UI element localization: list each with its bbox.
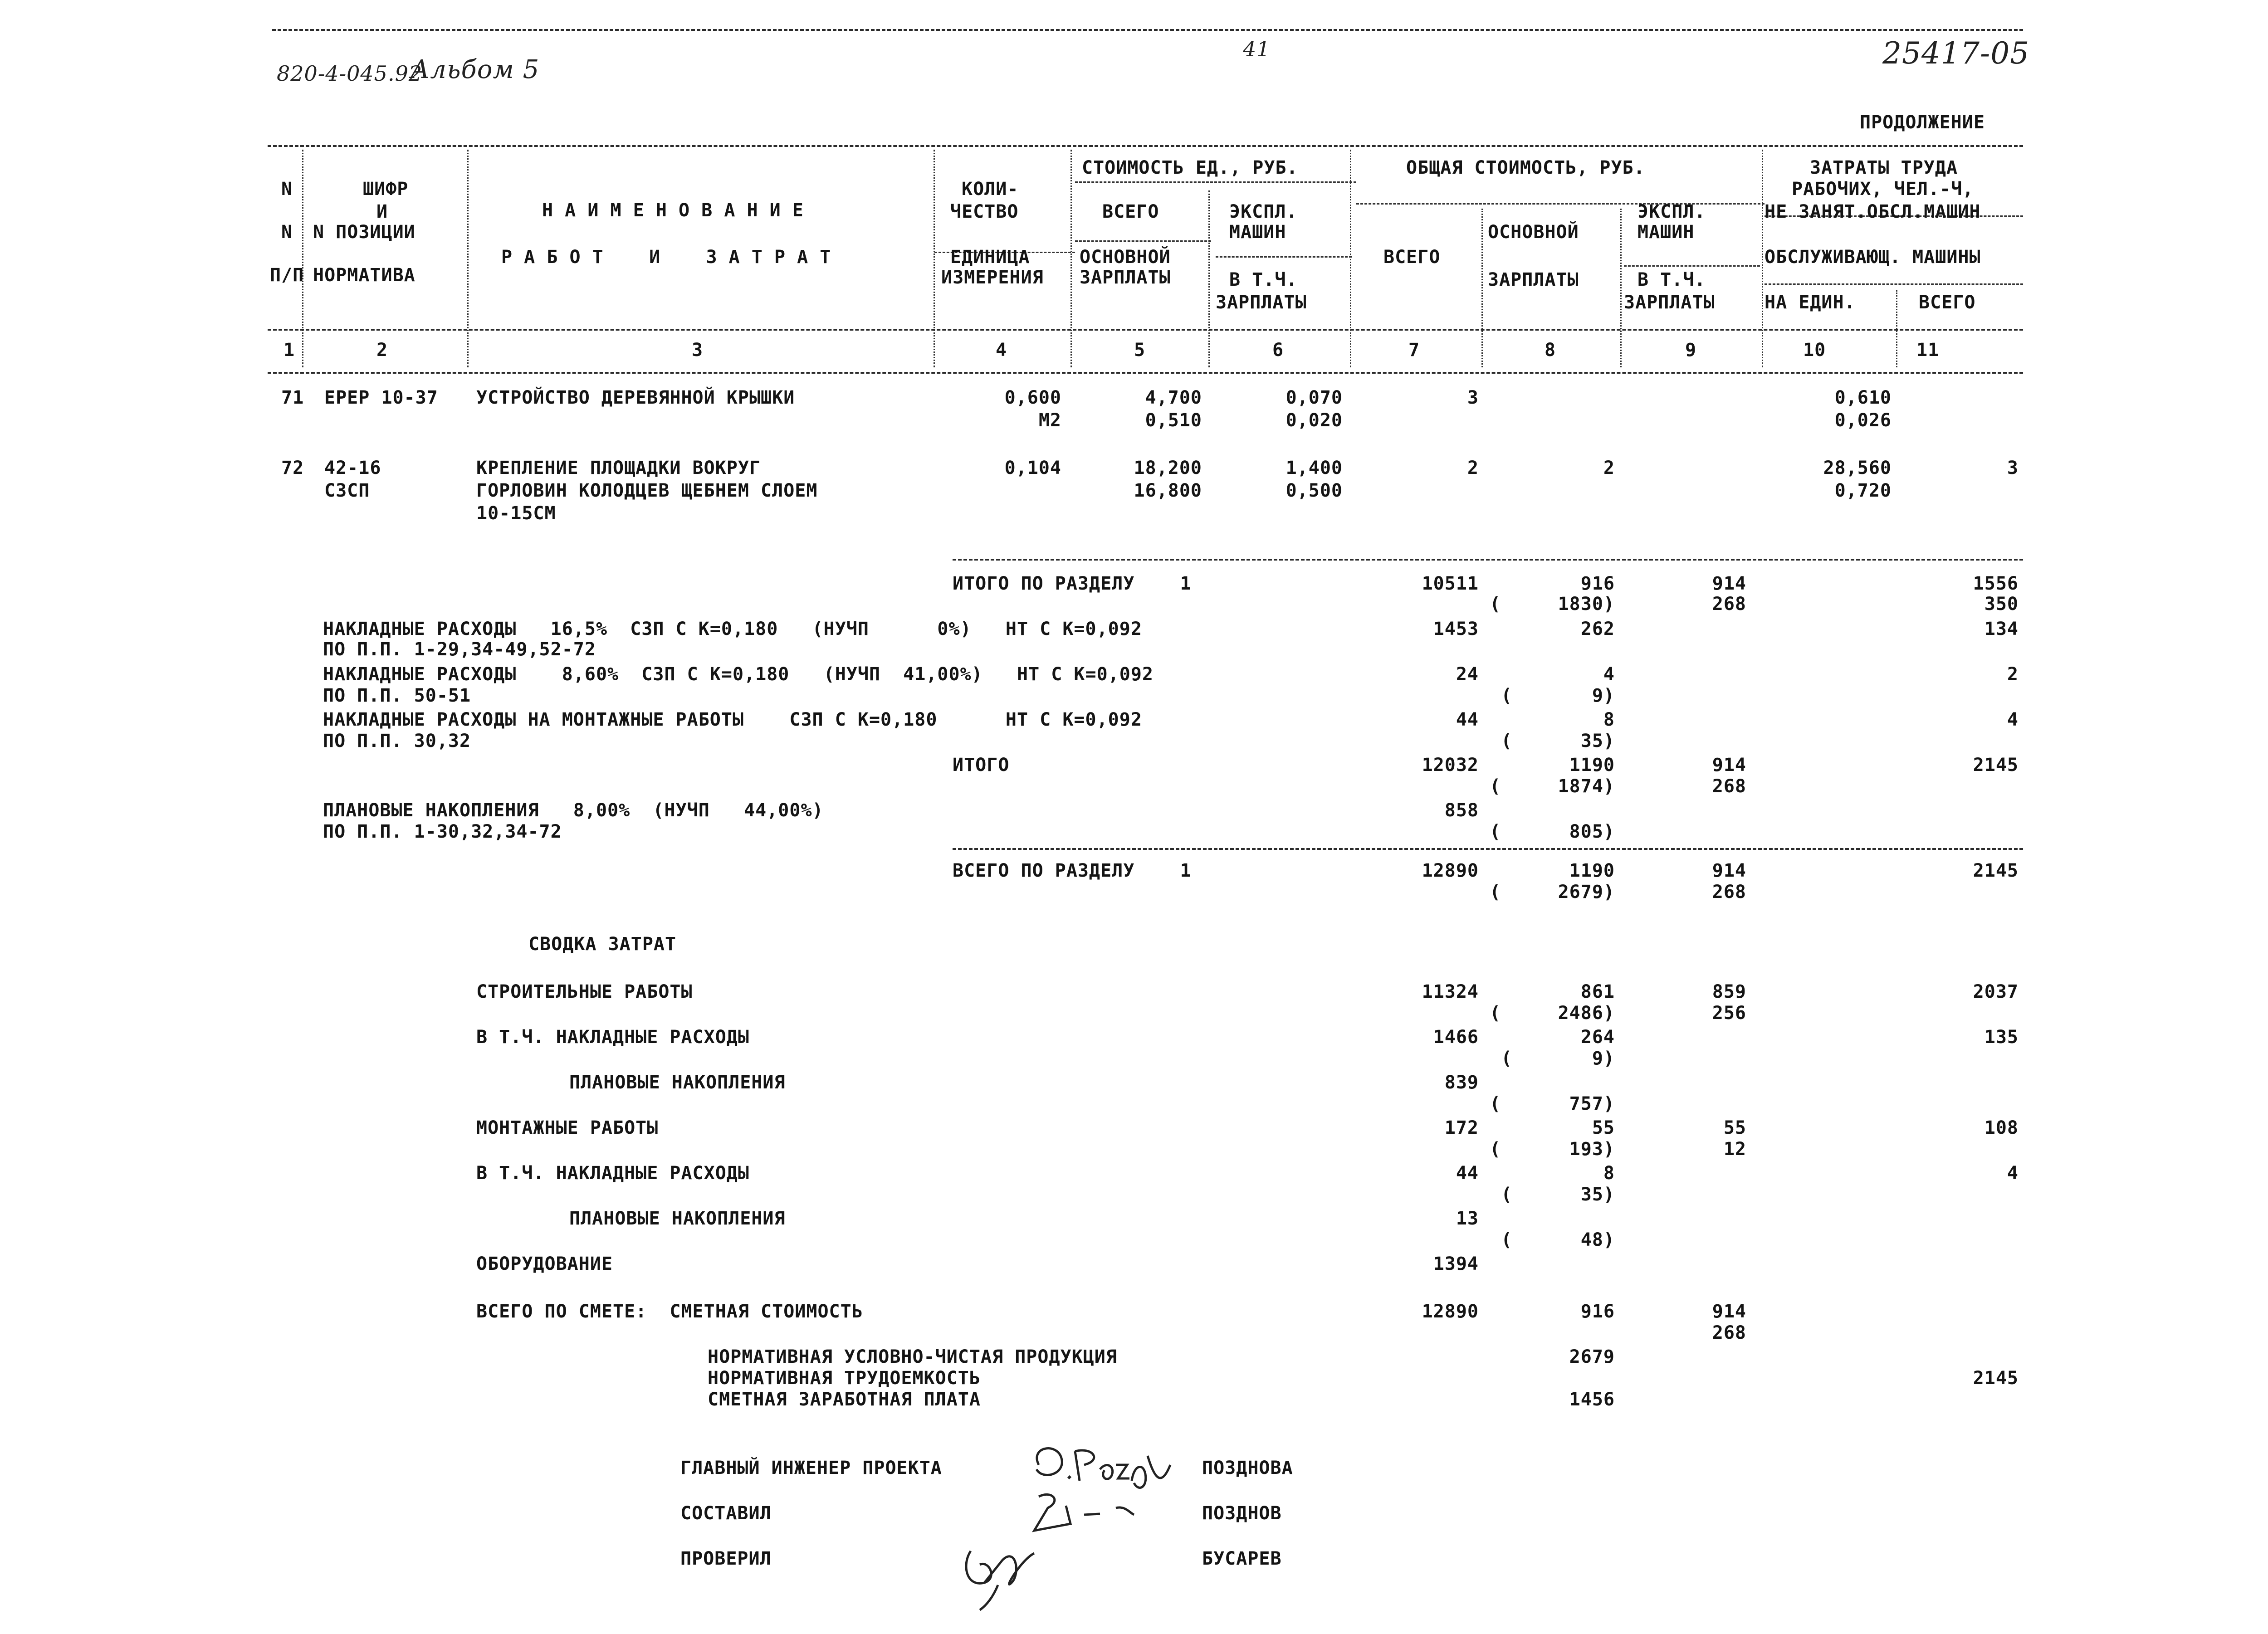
overhead-c8b: ( 35) bbox=[1501, 731, 1615, 751]
unit-cost-rule bbox=[1075, 181, 1356, 183]
total-c9b: 268 bbox=[1712, 594, 1746, 615]
col-divider bbox=[467, 150, 469, 367]
signature-handwritten-3 bbox=[943, 1533, 1061, 1614]
col-divider bbox=[302, 150, 303, 367]
grand-c7: 12890 bbox=[1422, 860, 1479, 881]
overhead-line: НАКЛАДНЫЕ РАСХОДЫ 8,60% СЗП С К=0,180 (НУЧП 41,00%) НТ С К=0,092 bbox=[323, 664, 1154, 685]
overhead-c7: 24 bbox=[1456, 664, 1479, 685]
overhead-c11: 4 bbox=[2007, 709, 2019, 730]
summary-c9b: 256 bbox=[1712, 1003, 1746, 1024]
summary-title: СВОДКА ЗАТРАТ bbox=[528, 934, 677, 955]
summary-label: ОБОРУДОВАНИЕ bbox=[476, 1254, 613, 1274]
summary-label: ВСЕГО ПО СМЕТЕ: СМЕТНАЯ СТОИМОСТЬ bbox=[476, 1301, 863, 1322]
overhead-c8b: ( 9) bbox=[1501, 685, 1615, 706]
row-c10a: 0,610 bbox=[1834, 387, 1892, 408]
row-c10b: 0,026 bbox=[1834, 410, 1892, 431]
continuation-label: ПРОДОЛЖЕНИЕ bbox=[1860, 112, 1985, 133]
total-c7: 10511 bbox=[1422, 573, 1479, 594]
summary-c7: 172 bbox=[1444, 1117, 1479, 1138]
c5-h1: ВСЕГО bbox=[1102, 201, 1159, 222]
total-c11a: 1556 bbox=[1973, 573, 2019, 594]
row-c7: 2 bbox=[1467, 458, 1479, 478]
row-c8: 2 bbox=[1603, 458, 1615, 478]
row-name: ГОРЛОВИН КОЛОДЦЕВ ЩЕБНЕМ СЛОЕМ bbox=[476, 480, 818, 501]
row-c5a: 18,200 bbox=[1134, 458, 1202, 478]
summary-c11: 2037 bbox=[1973, 981, 2019, 1002]
header-top-rule bbox=[268, 145, 2023, 147]
album-label: Альбом 5 bbox=[411, 55, 540, 84]
summary-c7: 12890 bbox=[1422, 1301, 1479, 1322]
c6-h1: ЭКСПЛ. bbox=[1229, 201, 1298, 222]
summary-c8: ( 757) bbox=[1490, 1093, 1615, 1114]
c6-h2: МАШИН bbox=[1229, 222, 1286, 243]
row-c6a: 0,070 bbox=[1286, 387, 1343, 408]
overhead-line: НАКЛАДНЫЕ РАСХОДЫ НА МОНТАЖНЫЕ РАБОТЫ СЗП С К=0,180 НТ С К=0,092 bbox=[323, 709, 1142, 730]
summary-label: В Т.Ч. НАКЛАДНЫЕ РАСХОДЫ bbox=[476, 1027, 749, 1048]
c6-h4: ЗАРПЛАТЫ bbox=[1216, 292, 1307, 313]
doc-code: 820-4-045.92 bbox=[277, 61, 423, 86]
total-c11b: 350 bbox=[1984, 594, 2019, 615]
itogo-label: ИТОГО bbox=[953, 755, 1010, 776]
c6-sub-rule bbox=[1216, 256, 1352, 258]
row-c6a: 1,400 bbox=[1286, 458, 1343, 478]
summary-c8a: 264 bbox=[1580, 1027, 1615, 1048]
summary-c9b: 12 bbox=[1723, 1139, 1746, 1160]
row-qty: 0,104 bbox=[1004, 458, 1061, 478]
c2-h4: НОРМАТИВА bbox=[313, 265, 415, 286]
section-total-label: ИТОГО ПО РАЗДЕЛУ 1 bbox=[953, 573, 1192, 594]
itogo-c9a: 914 bbox=[1712, 755, 1746, 776]
overhead-c7: 1453 bbox=[1433, 619, 1479, 639]
summary-c8b: ( 2486) bbox=[1490, 1003, 1615, 1024]
row-c6b: 0,500 bbox=[1286, 480, 1343, 501]
c1-h1: N bbox=[281, 179, 293, 200]
summary-label: СТРОИТЕЛЬНЫЕ РАБОТЫ bbox=[476, 981, 693, 1002]
summary-value: 2145 bbox=[1973, 1368, 2019, 1389]
overhead-line: ПО П.П. 30,32 bbox=[323, 731, 471, 751]
c9-sub-rule bbox=[1624, 265, 1760, 267]
labor-sub-rule bbox=[1765, 283, 2023, 285]
c11-h: ВСЕГО bbox=[1919, 292, 1976, 313]
itogo-c11: 2145 bbox=[1973, 755, 2019, 776]
summary-c9a: 914 bbox=[1712, 1301, 1746, 1322]
col-number: 8 bbox=[1545, 340, 1556, 361]
col-number: 9 bbox=[1685, 340, 1697, 361]
c4-h2: ЧЕСТВО bbox=[950, 201, 1019, 222]
row-code: СЗСП bbox=[324, 480, 370, 501]
row-unit: М2 bbox=[1038, 410, 1061, 431]
total-c9a: 914 bbox=[1712, 573, 1746, 594]
col-number: 7 bbox=[1408, 340, 1420, 361]
planned-c7: 858 bbox=[1444, 800, 1479, 821]
signature-name: БУСАРЕВ bbox=[1202, 1548, 1282, 1569]
col-divider bbox=[1620, 209, 1622, 367]
summary-label: МОНТАЖНЫЕ РАБОТЫ bbox=[476, 1117, 659, 1138]
c1-h3: П/П bbox=[270, 265, 304, 286]
summary-c9a: 859 bbox=[1712, 981, 1746, 1002]
c2-h3: N ПОЗИЦИИ bbox=[313, 222, 415, 243]
row-name: КРЕПЛЕНИЕ ПЛОЩАДКИ ВОКРУГ bbox=[476, 458, 761, 478]
section-grand-label: ВСЕГО ПО РАЗДЕЛУ 1 bbox=[953, 860, 1192, 881]
header-mid-rule bbox=[268, 329, 2023, 331]
row-num: 72 bbox=[281, 458, 304, 478]
signature-handwritten-2 bbox=[1021, 1488, 1139, 1537]
c9-h1: ЭКСПЛ. bbox=[1637, 201, 1706, 222]
col-divider bbox=[1896, 290, 1897, 367]
signature-role: СОСТАВИЛ bbox=[680, 1503, 772, 1524]
col-number: 1 bbox=[284, 340, 295, 361]
section-total-rule bbox=[953, 559, 2023, 561]
signature-name: ПОЗДНОВ bbox=[1202, 1503, 1282, 1524]
c10-h: НА ЕДИН. bbox=[1765, 292, 1856, 313]
summary-c7: 1466 bbox=[1433, 1027, 1479, 1048]
overhead-line: ПО П.П. 50-51 bbox=[323, 685, 471, 706]
summary-c8a: 861 bbox=[1580, 981, 1615, 1002]
grand-c11: 2145 bbox=[1973, 860, 2019, 881]
overhead-c7: 44 bbox=[1456, 709, 1479, 730]
summary-value: 2679 bbox=[1569, 1346, 1615, 1367]
itogo-c8b: ( 1874) bbox=[1490, 776, 1615, 797]
summary-c9a: 55 bbox=[1723, 1117, 1746, 1138]
col-divider bbox=[1208, 190, 1210, 367]
summary-label: ПЛАНОВЫЕ НАКОПЛЕНИЯ bbox=[569, 1208, 786, 1229]
grand-c8b: ( 2679) bbox=[1490, 882, 1615, 902]
col-divider bbox=[1350, 150, 1351, 367]
c5-h2: ОСНОВНОЙ bbox=[1080, 247, 1171, 268]
c4-h4: ИЗМЕРЕНИЯ bbox=[941, 267, 1044, 288]
c9-h4: ЗАРПЛАТЫ bbox=[1624, 292, 1715, 313]
c2-h2: И bbox=[376, 201, 388, 222]
overhead-line: ПО П.П. 1-29,34-49,52-72 bbox=[323, 639, 596, 660]
itogo-c7: 12032 bbox=[1422, 755, 1479, 776]
summary-c7: 1394 bbox=[1433, 1254, 1479, 1274]
col-number: 11 bbox=[1916, 340, 1940, 361]
row-qty: 0,600 bbox=[1004, 387, 1061, 408]
summary-c11: 4 bbox=[2007, 1163, 2019, 1184]
overhead-line: НАКЛАДНЫЕ РАСХОДЫ 16,5% СЗП С К=0,180 (НУЧП 0%) НТ С К=0,092 bbox=[323, 619, 1142, 639]
signature-role: ГЛАВНЫЙ ИНЖЕНЕР ПРОЕКТА bbox=[680, 1458, 942, 1478]
row-name: 10-15СМ bbox=[476, 503, 556, 524]
col-divider bbox=[1481, 209, 1483, 367]
grand-c9b: 268 bbox=[1712, 882, 1746, 902]
summary-c11: 108 bbox=[1984, 1117, 2019, 1138]
col-divider bbox=[1070, 150, 1072, 367]
row-name: УСТРОЙСТВО ДЕРЕВЯННОЙ КРЫШКИ bbox=[476, 387, 795, 408]
row-code: 42-16 bbox=[324, 458, 381, 478]
summary-label: НОРМАТИВНАЯ ТРУДОЕМКОСТЬ bbox=[708, 1368, 981, 1389]
c5-h3: ЗАРПЛАТЫ bbox=[1080, 267, 1171, 288]
itogo-c9b: 268 bbox=[1712, 776, 1746, 797]
summary-c8b: ( 35) bbox=[1501, 1184, 1615, 1205]
c8-h2: ЗАРПЛАТЫ bbox=[1488, 269, 1579, 290]
row-c5b: 16,800 bbox=[1134, 480, 1202, 501]
signature-name: ПОЗДНОВА bbox=[1202, 1458, 1293, 1478]
summary-c8a: 55 bbox=[1592, 1117, 1615, 1138]
col-number: 5 bbox=[1134, 340, 1146, 361]
summary-value: 1456 bbox=[1569, 1389, 1615, 1410]
c4-h1: КОЛИ- bbox=[962, 179, 1019, 200]
col-divider bbox=[1762, 150, 1763, 367]
summary-label: ПЛАНОВЫЕ НАКОПЛЕНИЯ bbox=[569, 1072, 786, 1093]
col-number: 2 bbox=[376, 340, 388, 361]
summary-c11: 135 bbox=[1984, 1027, 2019, 1048]
row-c10b: 0,720 bbox=[1834, 480, 1892, 501]
signature-role: ПРОВЕРИЛ bbox=[680, 1548, 772, 1569]
c2-h1: ШИФР bbox=[363, 179, 409, 200]
summary-c8: ( 48) bbox=[1501, 1229, 1615, 1250]
c4-h3: ЕДИНИЦА bbox=[950, 247, 1030, 268]
top-rule bbox=[272, 29, 2023, 31]
row-c6b: 0,020 bbox=[1286, 410, 1343, 431]
overhead-c11: 2 bbox=[2007, 664, 2019, 685]
section-grand-rule bbox=[953, 848, 2023, 850]
col-number: 4 bbox=[996, 340, 1007, 361]
planned-line: ПО П.П. 1-30,32,34-72 bbox=[323, 821, 562, 842]
summary-c8: 916 bbox=[1580, 1301, 1615, 1322]
c9-h2: МАШИН bbox=[1637, 222, 1695, 243]
summary-c7: 13 bbox=[1456, 1208, 1479, 1229]
summary-label: НОРМАТИВНАЯ УСЛОВНО-ЧИСТАЯ ПРОДУКЦИЯ bbox=[708, 1346, 1117, 1367]
summary-c8a: 8 bbox=[1603, 1163, 1615, 1184]
overhead-c8: 262 bbox=[1580, 619, 1615, 639]
summary-label: В Т.Ч. НАКЛАДНЫЕ РАСХОДЫ bbox=[476, 1163, 749, 1184]
row-c10a: 28,560 bbox=[1823, 458, 1892, 478]
planned-line: ПЛАНОВЫЕ НАКОПЛЕНИЯ 8,00% (НУЧП 44,00%) bbox=[323, 800, 824, 821]
col-number: 6 bbox=[1272, 340, 1284, 361]
page-number: 41 bbox=[1243, 37, 1271, 61]
summary-c8b: ( 193) bbox=[1490, 1139, 1615, 1160]
summary-c9b: 268 bbox=[1712, 1322, 1746, 1343]
c9-h3: В Т.Ч. bbox=[1637, 269, 1706, 290]
total-c8a: 916 bbox=[1580, 573, 1615, 594]
summary-c7: 44 bbox=[1456, 1163, 1479, 1184]
summary-c8b: ( 9) bbox=[1501, 1048, 1615, 1069]
unit-cost-header: СТОИМОСТЬ ЕД., РУБ. bbox=[1082, 157, 1298, 178]
c1-h2: N bbox=[281, 222, 293, 243]
itogo-c8a: 1190 bbox=[1569, 755, 1615, 776]
c3-h2: Р А Б О Т И З А Т Р А Т bbox=[501, 247, 831, 268]
row-c5b: 0,510 bbox=[1145, 410, 1202, 431]
labor-sub-header: ОБСЛУЖИВАЮЩ. МАШИНЫ bbox=[1765, 247, 1981, 268]
overhead-c8a: 4 bbox=[1603, 664, 1615, 685]
c6-h3: В Т.Ч. bbox=[1229, 269, 1298, 290]
labor-h2: РАБОЧИХ, ЧЕЛ.-Ч, bbox=[1792, 179, 1974, 200]
grand-c8a: 1190 bbox=[1569, 860, 1615, 881]
row-code: ЕРЕР 10-37 bbox=[324, 387, 438, 408]
col-number: 3 bbox=[692, 340, 704, 361]
labor-h3: НЕ ЗАНЯТ.ОБСЛ.МАШИН bbox=[1765, 201, 1981, 222]
row-num: 71 bbox=[281, 387, 304, 408]
row-c7: 3 bbox=[1467, 387, 1479, 408]
summary-c7: 11324 bbox=[1422, 981, 1479, 1002]
c8-h1: ОСНОВНОЙ bbox=[1488, 222, 1579, 243]
sheet-code: 25417-05 bbox=[1882, 36, 2030, 71]
planned-c8: ( 805) bbox=[1490, 821, 1615, 842]
col-divider bbox=[934, 150, 935, 367]
col-number: 10 bbox=[1803, 340, 1826, 361]
c56-sub-rule-a bbox=[1075, 240, 1211, 242]
total-c8b: ( 1830) bbox=[1490, 594, 1615, 615]
summary-c7: 839 bbox=[1444, 1072, 1479, 1093]
grand-c9a: 914 bbox=[1712, 860, 1746, 881]
header-bottom-rule bbox=[268, 372, 2023, 374]
row-c5a: 4,700 bbox=[1145, 387, 1202, 408]
c3-h1: Н А И М Е Н О В А Н И Е bbox=[542, 200, 804, 221]
overhead-c8a: 8 bbox=[1603, 709, 1615, 730]
row-c11: 3 bbox=[2007, 458, 2019, 478]
summary-label: СМЕТНАЯ ЗАРАБОТНАЯ ПЛАТА bbox=[708, 1389, 981, 1410]
labor-h1: ЗАТРАТЫ ТРУДА bbox=[1810, 157, 1958, 178]
total-cost-header: ОБЩАЯ СТОИМОСТЬ, РУБ. bbox=[1406, 157, 1645, 178]
overhead-c11: 134 bbox=[1984, 619, 2019, 639]
c7-h: ВСЕГО bbox=[1383, 247, 1441, 268]
